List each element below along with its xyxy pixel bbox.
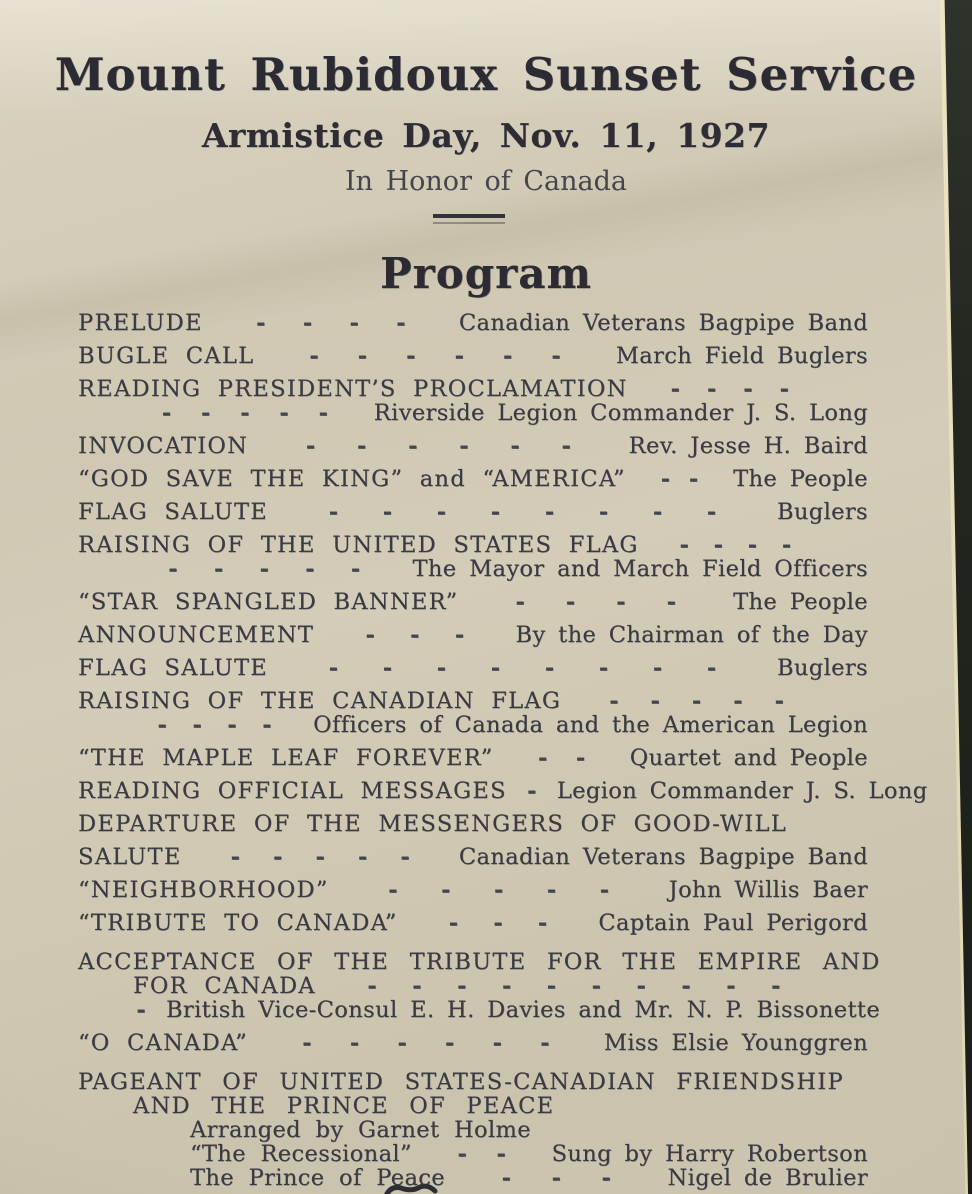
program-item-performer: By the Chairman of the Day bbox=[515, 622, 868, 648]
program-item-performer: Captain Paul Perigord bbox=[598, 910, 868, 936]
section-heading: Program bbox=[380, 249, 592, 298]
program-line bbox=[78, 345, 868, 368]
dash-leaders: - - - - bbox=[256, 310, 406, 336]
program-item-performer: John Willis Baer bbox=[668, 877, 868, 903]
program-item-performer: The Mayor and March Field Officers bbox=[412, 556, 868, 582]
program-item-label: “The Recessional” bbox=[190, 1141, 412, 1167]
program-line bbox=[78, 690, 868, 713]
dash-leaders: - - - - bbox=[515, 589, 677, 615]
program-item-label: BUGLE CALL bbox=[78, 343, 255, 369]
program-item-performer: Officers of Canada and the American Legion bbox=[313, 712, 868, 738]
program-item-performer: Canadian Veterans Bagpipe Band bbox=[458, 844, 868, 870]
program-item-label: “O CANADA” bbox=[78, 1030, 248, 1056]
program-line bbox=[78, 813, 868, 836]
program-item-label: PRELUDE bbox=[78, 310, 203, 336]
program-line bbox=[78, 1032, 868, 1055]
program-item-performer: Sung by Harry Robertson bbox=[551, 1141, 868, 1167]
program-line bbox=[78, 591, 868, 614]
dash-leaders: - - - - - - bbox=[305, 433, 571, 459]
program-line bbox=[78, 1071, 868, 1094]
program-item-performer: Nigel de Brulier bbox=[667, 1165, 868, 1191]
program-item-label: “THE MAPLE LEAF FOREVER” bbox=[78, 745, 494, 771]
dash-leaders: - - - - - - - - - - bbox=[367, 973, 781, 999]
program-item-label: ANNOUNCEMENT bbox=[78, 622, 315, 648]
document-subtitle: Armistice Day, Nov. 11, 1927 bbox=[201, 116, 771, 155]
dash-leaders: - - - - - - - - bbox=[328, 655, 717, 681]
program-line bbox=[78, 949, 881, 975]
dash-leaders: - - - bbox=[365, 622, 465, 648]
program-item-label: INVOCATION bbox=[78, 433, 249, 459]
program-item-performer: Miss Elsie Younggren bbox=[603, 1030, 868, 1056]
program-item-performer: The People bbox=[733, 589, 868, 615]
dash-leaders: - - - - - bbox=[609, 688, 784, 714]
masthead bbox=[0, 0, 972, 224]
program-line bbox=[78, 912, 868, 935]
bottom-ornament-partial-icon bbox=[382, 1181, 438, 1194]
program-line bbox=[78, 747, 868, 770]
double-rule-divider bbox=[433, 214, 505, 224]
program-line bbox=[78, 468, 868, 491]
dash-leaders: - - - - - bbox=[168, 556, 361, 582]
program-line bbox=[78, 1095, 868, 1118]
program-line bbox=[78, 975, 868, 998]
dash-leaders: - - bbox=[457, 1141, 506, 1167]
dash-leaders: - - - - - - bbox=[309, 343, 561, 369]
program-item-performer: Riverside Legion Commander J. S. Long bbox=[373, 400, 868, 426]
program-line bbox=[78, 435, 868, 458]
dash-leaders: - - - - - - bbox=[302, 1030, 550, 1056]
program-line bbox=[78, 558, 868, 581]
program-line bbox=[78, 879, 868, 902]
program-item-label: SALUTE bbox=[78, 844, 182, 870]
dash-leaders: - bbox=[527, 778, 537, 804]
program-item-label: RAISING OF THE CANADIAN FLAG bbox=[78, 688, 562, 714]
program-item-label: READING PRESIDENT’S PROCLAMATION bbox=[78, 376, 628, 402]
program-line bbox=[78, 378, 868, 401]
dash-leaders: - - - - - bbox=[230, 844, 410, 870]
dash-leaders: - - - - - bbox=[388, 877, 610, 903]
program-item-label: The Prince of Peace bbox=[190, 1165, 446, 1191]
program-item-label: FOR CANADA bbox=[133, 973, 316, 999]
program-item-performer: British Vice-Consul E. H. Davies and Mr. N. P. Bissonette bbox=[166, 997, 881, 1023]
program-item-label: AND THE PRINCE OF PEACE bbox=[133, 1093, 555, 1119]
program-line bbox=[78, 501, 868, 524]
program-item-performer: March Field Buglers bbox=[615, 343, 868, 369]
program-line bbox=[78, 1143, 868, 1166]
program-item-performer: The People bbox=[733, 466, 868, 492]
dash-leaders: - - - - bbox=[157, 712, 272, 738]
program-item-performer: Quartet and People bbox=[629, 745, 868, 771]
program-item-label: FLAG SALUTE bbox=[78, 655, 268, 681]
dedication-line: In Honor of Canada bbox=[344, 166, 628, 197]
program-line bbox=[78, 1119, 868, 1142]
program-item-performer: Rev. Jesse H. Baird bbox=[628, 433, 868, 459]
program-line bbox=[78, 846, 868, 869]
dash-leaders: - - - - bbox=[679, 532, 792, 558]
dash-leaders: - - - bbox=[448, 910, 548, 936]
program-line bbox=[78, 778, 928, 804]
program-item-label: Arranged by Garnet Holme bbox=[190, 1117, 531, 1143]
program-item-performer: Buglers bbox=[776, 655, 868, 681]
program-line bbox=[78, 312, 868, 335]
program-list bbox=[0, 312, 972, 1190]
program-item-label: DEPARTURE OF THE MESSENGERS OF GOOD-WILL bbox=[78, 811, 787, 837]
program-line bbox=[78, 714, 868, 737]
document-title: Mount Rubidoux Sunset Service bbox=[54, 48, 918, 101]
program-item-label: PAGEANT OF UNITED STATES-CANADIAN FRIENDSHIP bbox=[78, 1069, 844, 1095]
program-item-label: RAISING OF THE UNITED STATES FLAG bbox=[78, 532, 639, 558]
dash-leaders: - - - - - - - - bbox=[328, 499, 717, 525]
program-item-performer: Canadian Veterans Bagpipe Band bbox=[458, 310, 868, 336]
dash-leaders: - bbox=[136, 997, 146, 1023]
program-line bbox=[78, 997, 881, 1023]
program-item-label: “GOD SAVE THE KING” and “AMERICA” bbox=[78, 466, 626, 492]
program-line bbox=[78, 402, 868, 425]
program-item-label: “NEIGHBORHOOD” bbox=[78, 877, 329, 903]
program-line bbox=[78, 534, 868, 557]
dash-leaders: - - bbox=[538, 745, 586, 771]
dash-leaders: - - - - bbox=[670, 376, 789, 402]
program-line bbox=[78, 657, 868, 680]
program-item-label: “TRIBUTE TO CANADA” bbox=[78, 910, 398, 936]
program-line bbox=[78, 1167, 868, 1190]
program-item-label: FLAG SALUTE bbox=[78, 499, 268, 525]
program-item-label: READING OFFICIAL MESSAGES bbox=[78, 778, 507, 804]
program-line bbox=[78, 624, 868, 647]
program-item-performer: Buglers bbox=[776, 499, 868, 525]
dash-leaders: - - - bbox=[501, 1165, 611, 1191]
program-item-performer: Legion Commander J. S. Long bbox=[556, 778, 928, 804]
program-item-label: “STAR SPANGLED BANNER” bbox=[78, 589, 459, 615]
dash-leaders: - - bbox=[660, 466, 699, 492]
dash-leaders: - - - - - bbox=[161, 400, 328, 426]
program-item-label: ACCEPTANCE OF THE TRIBUTE FOR THE EMPIRE AND bbox=[78, 949, 881, 975]
